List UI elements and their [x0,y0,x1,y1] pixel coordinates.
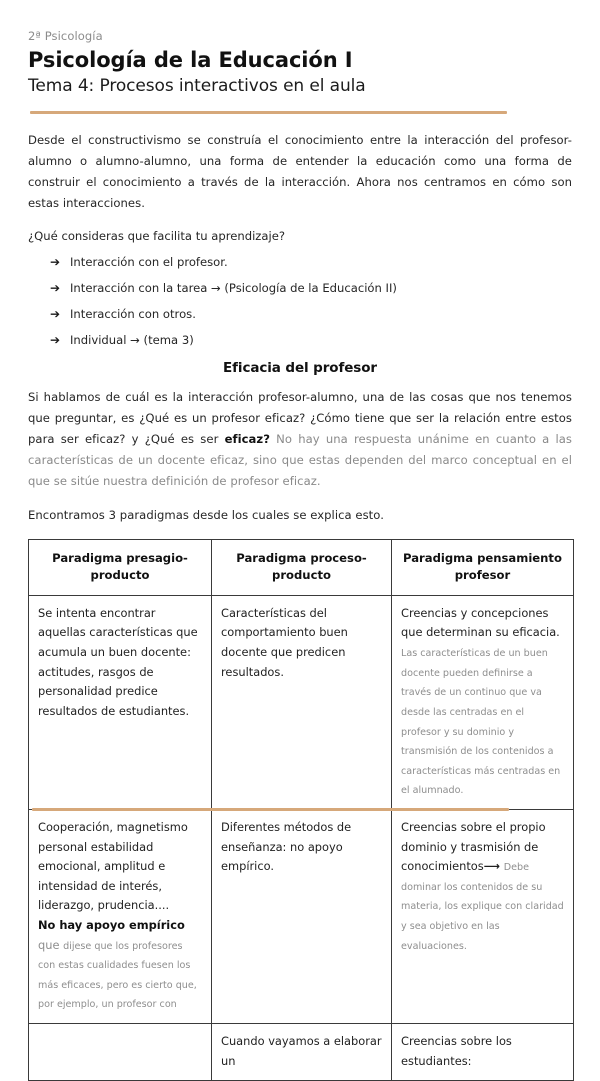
cell-connector-text: que [38,937,64,952]
list-item-label: Interacción con otros. [70,306,196,321]
cell-note-text: Debe dominar los contenidos de su materia, los explique con claridad y sea objetivo en las evaluaciones. [401,862,564,952]
footer-divider [32,808,509,811]
column-header-proceso-producto: Paradigma proceso-producto [212,540,392,596]
table-lead-in: Encontramos 3 paradigmas desde los cuales se explica esto. [28,508,384,523]
cell-row3-col2: Cuando vayamos a elaborar un [212,1024,392,1081]
cell-row1-col1: Se intenta encontrar aquellas características que acumula un buen docente: actitudes, rasgos de personalidad predice resultados de estudiantes. [29,595,212,809]
page-subtitle: Tema 4: Procesos interactivos en el aula [28,75,366,96]
course-label: 2ª Psicología [28,29,103,43]
paragraph-segment-normal: Si hablamos de cuál es la interacción profesor-alumno, una de las cosas que nos tenemos que preguntar, es ¿Qué es un profesor eficaz? ¿Cómo tiene que ser la relación entre estos para ser eficaz? y ¿Qué es ser [28,389,572,446]
arrow-right-icon: ➔ [50,332,61,347]
cell-row1-col3 [392,595,574,809]
cell-main-text: Cooperación, magnetismo personal estabilidad emocional, amplitud e intensidad de interés, liderazgo, prudencia.... [38,819,188,913]
facilitators-list [28,253,572,350]
list-item [50,279,572,298]
list-item-label: Interacción con la tarea → (Psicología de la Educación II) [70,280,397,295]
list-item-label: Individual → (tema 3) [70,332,194,347]
list-item-label: Interacción con el profesor. [70,254,228,269]
cell-main-text: Creencias sobre el propio dominio y trasmisión de conocimientos [401,819,546,874]
table-row [29,595,574,809]
cell-note-text: dijese que los profesores con estas cualidades fuesen los más eficaces, pero es cierto que, por ejemplo, un profesor con [38,940,197,1011]
arrow-right-icon: ⟶ [483,859,501,874]
list-item [50,253,572,272]
column-header-presagio-producto: Paradigma presagio-producto [29,540,212,596]
document-header [28,0,572,114]
section-paragraph [28,387,572,492]
table-row [29,809,574,1023]
cell-emphasis-text: No hay apoyo empírico [38,918,185,933]
cell-row3-col3: Creencias sobre los estudiantes: [392,1024,574,1081]
table-row [29,1024,574,1081]
cell-row2-col1 [29,809,212,1023]
prompt-question: ¿Qué consideras que facilita tu aprendizaje? [28,229,286,244]
section-heading: Eficacia del profesor [223,359,377,376]
list-item [50,305,572,324]
arrow-right-icon: ➔ [50,306,61,321]
cell-main-text: Creencias y concepciones que determinan su eficacia. [401,605,560,640]
column-header-pensamiento-profesor: Paradigma pensamiento profesor [392,540,574,596]
cell-row1-col2: Características del comportamiento buen docente que predicen resultados. [212,595,392,809]
cell-row2-col3 [392,809,574,1023]
document-body [28,114,572,1081]
intro-paragraph: Desde el constructivismo se construía el conocimiento entre la interacción del profesor-alumno o alumno-alumno, una forma de entender la educación como una forma de construir el conocimiento a través de la interacción. Ahora nos centramos en cómo son estas interacciones. [28,132,572,211]
list-item [50,331,572,350]
arrow-right-icon: ➔ [50,280,61,295]
page-title: Psicología de la Educación I [28,47,353,72]
cell-row3-col1 [29,1024,212,1081]
cell-note-text: Las características de un buen docente pueden definirse a través de un continuo que va desde las centradas en el profesor y su dominio y transmisión de los contenidos a características más centradas en el alumnado. [401,648,561,797]
paragraph-segment-gray: No hay una respuesta unánime en cuanto a las características de un docente eficaz, sino que estas dependen del marco conceptual en el que se sitúe nuestra definición de profesor eficaz. [28,431,572,489]
table-header-row [29,540,574,596]
cell-row2-col2: Diferentes métodos de enseñanza: no apoyo empírico. [212,809,392,1023]
arrow-right-icon: ➔ [50,254,61,269]
paragraph-segment-bold: eficaz? [224,431,270,446]
